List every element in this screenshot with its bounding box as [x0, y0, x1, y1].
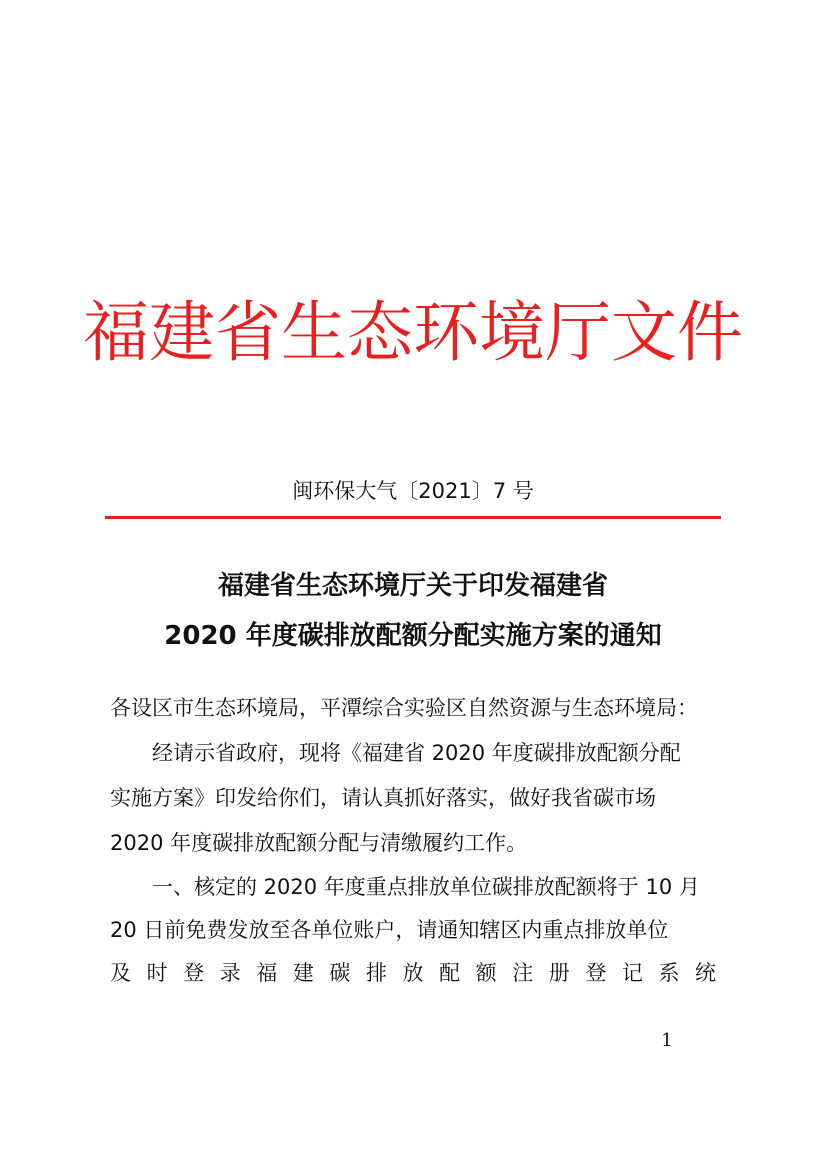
- notice-title-line-1: 福建省生态环境厅关于印发福建省: [217, 571, 608, 601]
- document-number: 闽环保大气〔2021〕7 号: [292, 479, 534, 503]
- char: 碳: [329, 961, 351, 985]
- paragraph-1-line-2: 实施方案》印发给你们，请认真抓好落实，做好我省碳市场: [110, 786, 656, 810]
- char: 放: [402, 961, 424, 985]
- paragraph-2-line-2: 20 日前免费发放至各单位账户，请通知辖区内重点排放单位: [110, 918, 669, 942]
- paragraph-2-line-1: 一、核定的 2020 年度重点排放单位碳排放配额将于 10 月: [152, 875, 700, 899]
- paragraph-1-line-1: 经请示省政府，现将《福建省 2020 年度碳排放配额分配: [152, 741, 681, 765]
- char: 额: [475, 961, 497, 985]
- char: 及: [110, 961, 131, 985]
- char: 时: [146, 961, 168, 985]
- page-number: 1: [661, 1030, 673, 1051]
- paragraph-1-line-3: 2020 年度碳排放配额分配与清缴履约工作。: [110, 831, 528, 855]
- char: 排: [365, 961, 387, 985]
- red-separator-line: [105, 516, 721, 519]
- char: 登: [183, 961, 205, 985]
- char: 福: [256, 961, 278, 985]
- paragraph-2-line-3: [110, 958, 716, 988]
- char: 配: [439, 961, 461, 985]
- char: 注: [512, 961, 534, 985]
- char: 登: [585, 961, 607, 985]
- char: 记: [621, 961, 643, 985]
- char: 统: [695, 961, 716, 985]
- notice-title-line-2: 2020 年度碳排放配额分配实施方案的通知: [164, 621, 662, 651]
- char: 建: [292, 961, 314, 985]
- issuing-agency-heading: 福建省生态环境厅文件: [83, 294, 743, 371]
- char: 册: [548, 961, 570, 985]
- char: 系: [658, 961, 680, 985]
- salutation: 各设区市生态环境局，平潭综合实验区自然资源与生态环境局：: [110, 696, 698, 720]
- char: 录: [219, 961, 241, 985]
